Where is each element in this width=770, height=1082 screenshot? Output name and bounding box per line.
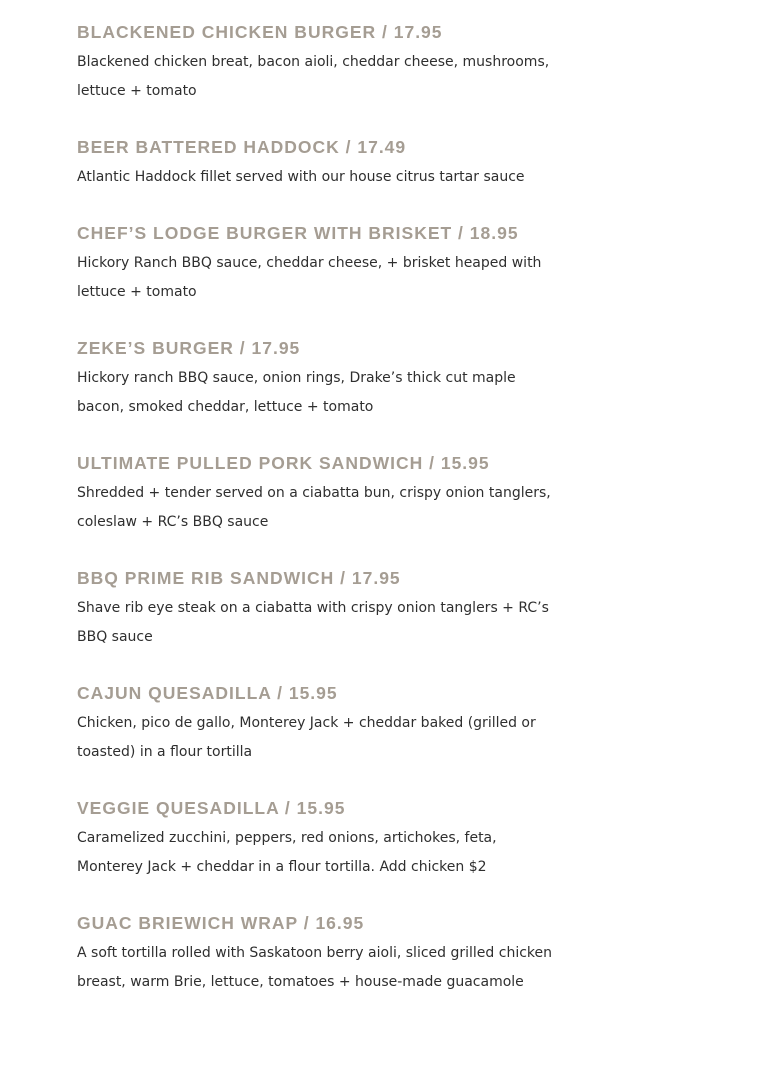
item-title: CHEF’S LODGE BURGER WITH BRISKET / 18.95 <box>77 223 519 243</box>
menu-item-veggie-quesadilla <box>77 795 557 882</box>
item-description: Shredded + tender served on a ciabatta bun, crispy onion tanglers, coleslaw + RC’s BBQ sauce <box>77 485 551 530</box>
item-title: BEER BATTERED HADDOCK / 17.49 <box>77 137 407 157</box>
item-title: ZEKE’S BURGER / 17.95 <box>77 338 301 358</box>
item-description: Atlantic Haddock fillet served with our house citrus tartar sauce <box>77 169 525 185</box>
menu-item-blackened-chicken-burger <box>77 19 557 106</box>
item-description: Shave rib eye steak on a ciabatta with crispy onion tanglers + RC’s BBQ sauce <box>77 600 549 645</box>
menu-item-zekes-burger <box>77 335 557 422</box>
menu-item-ultimate-pulled-pork-sandwich <box>77 450 557 537</box>
item-title: BLACKENED CHICKEN BURGER / 17.95 <box>77 22 443 42</box>
item-description: Hickory Ranch BBQ sauce, cheddar cheese, + brisket heaped with lettuce + tomato <box>77 255 542 300</box>
item-title: BBQ PRIME RIB SANDWICH / 17.95 <box>77 568 401 588</box>
item-description: Caramelized zucchini, peppers, red onions, artichokes, feta, Monterey Jack + cheddar in a flour tortilla. Add chicken $2 <box>77 830 497 875</box>
item-title: VEGGIE QUESADILLA / 15.95 <box>77 798 346 818</box>
item-description: A soft tortilla rolled with Saskatoon berry aioli, sliced grilled chicken breast, warm Brie, lettuce, tomatoes + house-made guacamole <box>77 945 552 990</box>
item-title: CAJUN QUESADILLA / 15.95 <box>77 683 338 703</box>
item-description: Chicken, pico de gallo, Monterey Jack + cheddar baked (grilled or toasted) in a flour tortilla <box>77 715 536 760</box>
menu-item-guac-briewich-wrap <box>77 910 557 997</box>
menu-item-cajun-quesadilla <box>77 680 557 767</box>
menu-item-beer-battered-haddock <box>77 134 557 192</box>
menu-item-chefs-lodge-burger <box>77 220 557 307</box>
item-title: ULTIMATE PULLED PORK SANDWICH / 15.95 <box>77 453 490 473</box>
item-description: Blackened chicken breat, bacon aioli, cheddar cheese, mushrooms, lettuce + tomato <box>77 54 550 99</box>
item-description: Hickory ranch BBQ sauce, onion rings, Drake’s thick cut maple bacon, smoked cheddar, lettuce + tomato <box>77 370 516 415</box>
menu-list <box>77 19 557 1025</box>
item-title: GUAC BRIEWICH WRAP / 16.95 <box>77 913 365 933</box>
menu-item-bbq-prime-rib-sandwich <box>77 565 557 652</box>
